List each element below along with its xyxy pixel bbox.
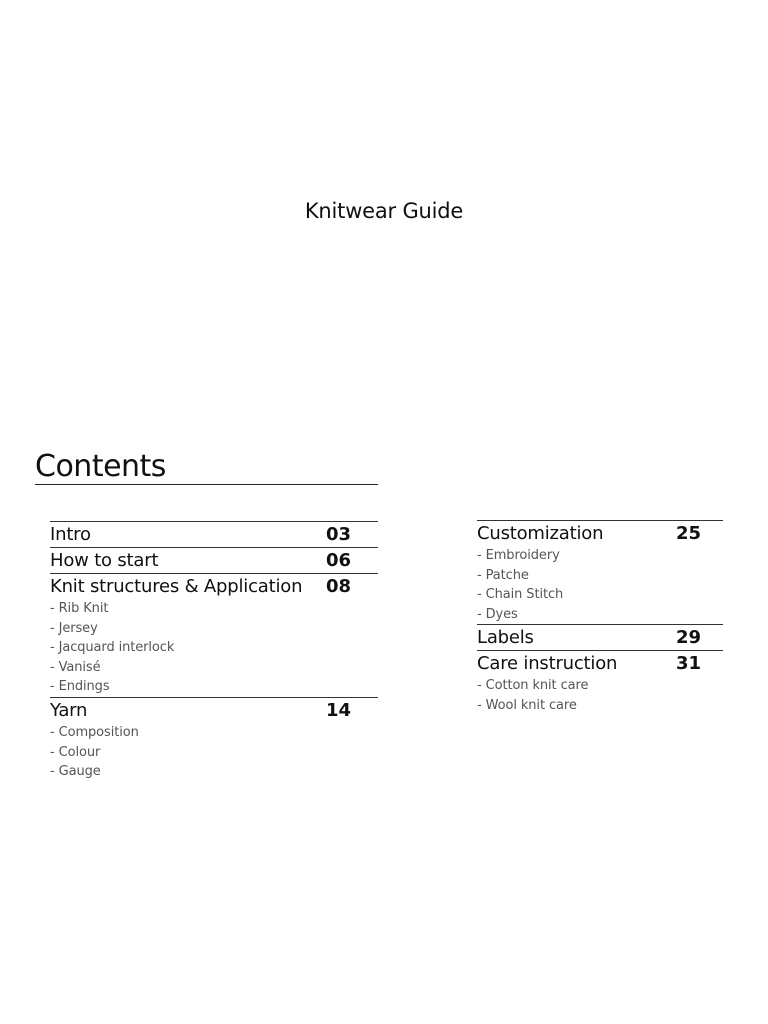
toc-entry-page-number: 14 [326, 699, 352, 721]
toc-subentry: - Dyes [477, 606, 518, 622]
toc-entry[interactable] [477, 521, 723, 546]
document-title: Knitwear Guide [304, 199, 464, 223]
toc-subentry: - Rib Knit [50, 601, 109, 616]
toc-subentry: - Wool knit care [477, 697, 577, 713]
toc-entry[interactable] [50, 522, 378, 547]
toc-entry[interactable] [477, 625, 723, 650]
toc-entry-page-number: 08 [326, 576, 352, 597]
toc-section[interactable] [50, 697, 378, 782]
toc-subentry: - Chain Stitch [477, 587, 564, 603]
toc-entry-title: Care instruction [477, 653, 618, 675]
toc-entry-title: Intro [50, 524, 91, 545]
toc-section[interactable] [50, 521, 378, 547]
toc-entry[interactable] [50, 574, 378, 599]
toc-entry[interactable] [50, 548, 378, 573]
toc-subentry: - Composition [50, 724, 139, 740]
toc-entry-title: Customization [477, 523, 604, 544]
toc-entry-page-number: 06 [326, 550, 352, 571]
toc-entry-page-number: 25 [676, 523, 702, 544]
toc-entry[interactable] [50, 698, 378, 723]
toc-subentry: - Embroidery [477, 548, 560, 563]
toc-right-column [477, 520, 723, 716]
toc-entry-page-number: 03 [326, 524, 352, 545]
toc-section[interactable] [50, 547, 378, 573]
toc-section[interactable] [50, 573, 378, 697]
toc-left-column [50, 521, 378, 782]
toc-subentry: - Vanisé [50, 659, 101, 675]
toc-entry-title: Yarn [50, 699, 88, 721]
toc-subentry: - Endings [50, 679, 110, 695]
toc-subentry: - Jacquard interlock [50, 640, 175, 656]
toc-subentry: - Gauge [50, 764, 101, 780]
toc-entry[interactable] [477, 651, 723, 676]
contents-heading: Contents [35, 449, 166, 484]
toc-entry-page-number: 31 [676, 653, 702, 675]
toc-entry-title: Knit structures & Application [50, 576, 303, 597]
toc-subentry: - Jersey [50, 620, 98, 636]
toc-subentry: - Colour [50, 744, 101, 760]
toc-section[interactable] [477, 650, 723, 715]
toc-subentry: - Patche [477, 567, 529, 583]
toc-entry-title: How to start [50, 550, 159, 571]
toc-entry-title: Labels [477, 627, 534, 649]
toc-entry-page-number: 29 [676, 627, 702, 649]
toc-section[interactable] [477, 624, 723, 650]
contents-divider [35, 484, 378, 485]
toc-subentry: - Cotton knit care [477, 678, 589, 694]
toc-section[interactable] [477, 520, 723, 624]
